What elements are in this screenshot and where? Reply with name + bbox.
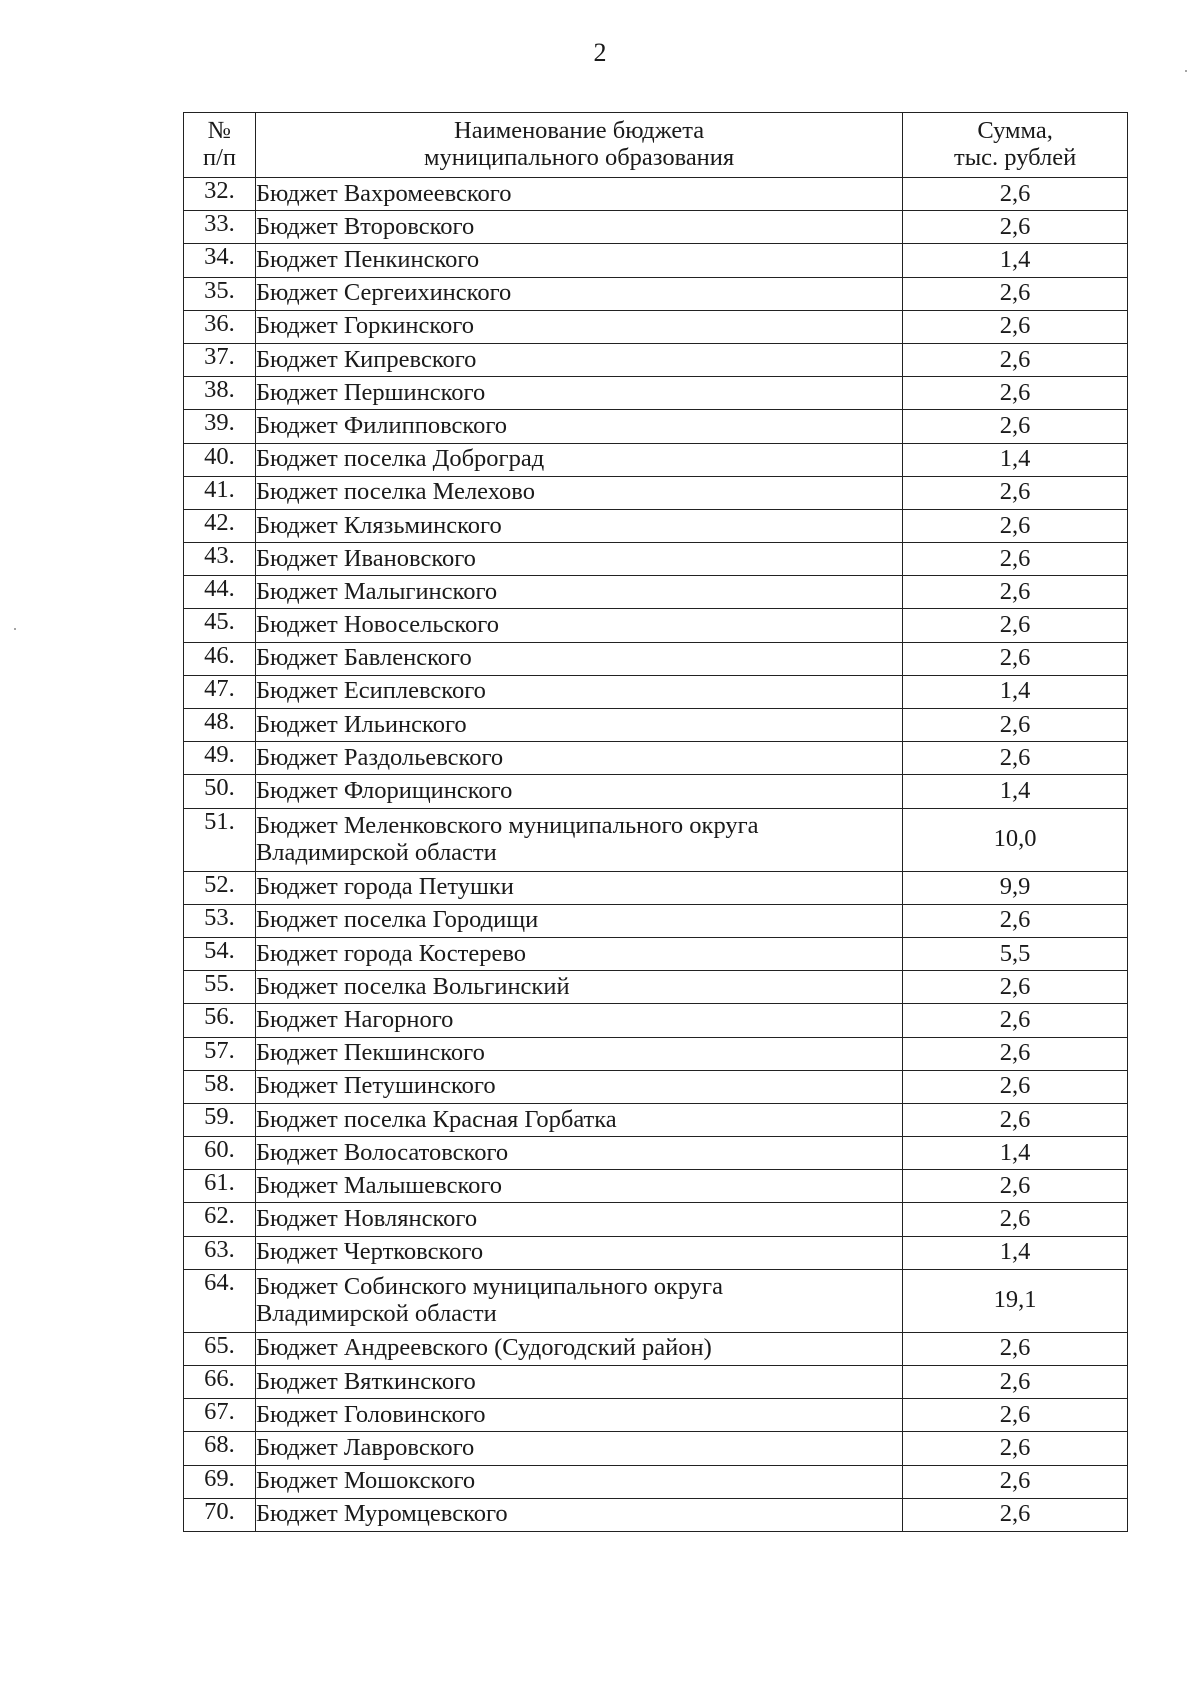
table-row xyxy=(184,310,1128,343)
budget-name: Бюджет поселка Красная Горбатка xyxy=(255,1103,902,1136)
row-number: 40. xyxy=(184,443,256,476)
budget-name: Бюджет Нагорного xyxy=(255,1004,902,1037)
budget-name: Бюджет Новосельского xyxy=(255,609,902,642)
row-number: 47. xyxy=(184,675,256,708)
row-number: 52. xyxy=(184,871,256,904)
budget-name: Бюджет Петушинского xyxy=(255,1070,902,1103)
row-number: 58. xyxy=(184,1070,256,1103)
budget-name: Бюджет Флорищинского xyxy=(255,775,902,808)
budget-sum: 9,9 xyxy=(903,871,1128,904)
row-number: 34. xyxy=(184,244,256,277)
budget-sum: 2,6 xyxy=(903,1332,1128,1365)
row-number: 38. xyxy=(184,377,256,410)
row-number: 39. xyxy=(184,410,256,443)
row-number: 44. xyxy=(184,576,256,609)
row-number: 32. xyxy=(184,178,256,211)
budget-name: Бюджет Филипповского xyxy=(255,410,902,443)
budget-name: Бюджет Малыгинского xyxy=(255,576,902,609)
row-number: 59. xyxy=(184,1103,256,1136)
budget-name: Бюджет Волосатовского xyxy=(255,1137,902,1170)
budget-sum: 1,4 xyxy=(903,244,1128,277)
table-row xyxy=(184,742,1128,775)
budget-sum: 2,6 xyxy=(903,277,1128,310)
budget-sum: 2,6 xyxy=(903,742,1128,775)
row-number: 46. xyxy=(184,642,256,675)
row-number: 49. xyxy=(184,742,256,775)
table-row xyxy=(184,1465,1128,1498)
budget-name: Бюджет Муромцевского xyxy=(255,1498,902,1531)
row-number: 66. xyxy=(184,1366,256,1399)
table-row xyxy=(184,709,1128,742)
budget-sum: 2,6 xyxy=(903,1004,1128,1037)
table-row xyxy=(184,775,1128,808)
scan-speck xyxy=(14,628,16,630)
table-row xyxy=(184,1004,1128,1037)
table-row xyxy=(184,476,1128,509)
table-row xyxy=(184,178,1128,211)
budget-sum: 2,6 xyxy=(903,1465,1128,1498)
table-row xyxy=(184,1203,1128,1236)
budget-sum: 2,6 xyxy=(903,904,1128,937)
row-number: 63. xyxy=(184,1236,256,1269)
header-number-line: № xyxy=(207,117,232,145)
budget-name: Бюджет Чертковского xyxy=(255,1236,902,1269)
row-number: 56. xyxy=(184,1004,256,1037)
table-row xyxy=(184,443,1128,476)
budget-name: Бюджет Головинского xyxy=(255,1399,902,1432)
page-number: 2 xyxy=(593,38,607,67)
budget-sum: 5,5 xyxy=(903,937,1128,970)
budget-sum: 1,4 xyxy=(903,1137,1128,1170)
budget-name: Бюджет Андреевского (Судогодский район) xyxy=(255,1332,902,1365)
header-name-line: Наименование бюджета xyxy=(454,117,705,145)
table-row xyxy=(184,543,1128,576)
row-number: 54. xyxy=(184,937,256,970)
row-number: 69. xyxy=(184,1465,256,1498)
budget-sum: 2,6 xyxy=(903,1432,1128,1465)
table-row xyxy=(184,343,1128,376)
row-number: 51. xyxy=(184,808,256,871)
table-row xyxy=(184,642,1128,675)
row-number: 33. xyxy=(184,211,256,244)
table-row xyxy=(184,1332,1128,1365)
budget-sum: 2,6 xyxy=(903,178,1128,211)
row-number: 60. xyxy=(184,1137,256,1170)
budget-name: Бюджет поселка Доброград xyxy=(255,443,902,476)
header-number-line: п/п xyxy=(202,144,236,171)
budget-name: Бюджет Раздольевского xyxy=(255,742,902,775)
table-row xyxy=(184,808,1128,871)
table-row xyxy=(184,1269,1128,1332)
table-row xyxy=(184,1070,1128,1103)
budget-name-line: Владимирской области xyxy=(255,838,497,866)
row-number: 64. xyxy=(184,1269,256,1332)
header-name xyxy=(255,113,902,178)
budget-sum: 2,6 xyxy=(903,476,1128,509)
row-number: 50. xyxy=(184,775,256,808)
budget-sum: 1,4 xyxy=(903,675,1128,708)
row-number: 43. xyxy=(184,543,256,576)
budget-name: Бюджет поселка Городищи xyxy=(255,904,902,937)
budget-sum: 2,6 xyxy=(903,1070,1128,1103)
budget-name: Бюджет Кипревского xyxy=(255,343,902,376)
scan-speck xyxy=(1185,70,1187,72)
budget-sum: 2,6 xyxy=(903,509,1128,542)
table-row xyxy=(184,937,1128,970)
budget-name: Бюджет Ивановского xyxy=(255,543,902,576)
budget-name-line: Бюджет Собинского муниципального округа xyxy=(255,1272,723,1300)
table-row xyxy=(184,509,1128,542)
budget-name: Бюджет Пенкинского xyxy=(255,244,902,277)
row-number: 45. xyxy=(184,609,256,642)
table-row xyxy=(184,377,1128,410)
header-sum xyxy=(903,113,1128,178)
budget-name: Бюджет Сергеихинского xyxy=(255,277,902,310)
table-row xyxy=(184,1236,1128,1269)
header-number xyxy=(184,113,256,178)
row-number: 70. xyxy=(184,1498,256,1531)
table-row xyxy=(184,410,1128,443)
table-row xyxy=(184,211,1128,244)
budget-sum: 2,6 xyxy=(903,971,1128,1004)
budget-sum: 2,6 xyxy=(903,1498,1128,1531)
budget-sum: 2,6 xyxy=(903,211,1128,244)
budget-name: Бюджет поселка Вольгинский xyxy=(255,971,902,1004)
budget-name: Бюджет Ильинского xyxy=(255,709,902,742)
row-number: 53. xyxy=(184,904,256,937)
row-number: 68. xyxy=(184,1432,256,1465)
budget-name: Бюджет Новлянского xyxy=(255,1203,902,1236)
row-number: 36. xyxy=(184,310,256,343)
budget-sum: 1,4 xyxy=(903,443,1128,476)
budget-name: Бюджет Вахромеевского xyxy=(255,178,902,211)
budget-sum: 1,4 xyxy=(903,1236,1128,1269)
budget-name: Бюджет Малышевского xyxy=(255,1170,902,1203)
budget-name-line: Бюджет Меленковского муниципального округа xyxy=(255,811,759,839)
budget-sum: 2,6 xyxy=(903,543,1128,576)
budget-sum: 1,4 xyxy=(903,775,1128,808)
budget-sum: 2,6 xyxy=(903,377,1128,410)
budget-table xyxy=(183,112,1128,1532)
budget-name xyxy=(255,808,902,871)
row-number: 37. xyxy=(184,343,256,376)
table-row xyxy=(184,675,1128,708)
budget-sum: 10,0 xyxy=(903,808,1128,871)
budget-sum: 2,6 xyxy=(903,343,1128,376)
table-row xyxy=(184,871,1128,904)
budget-sum: 2,6 xyxy=(903,410,1128,443)
row-number: 35. xyxy=(184,277,256,310)
row-number: 67. xyxy=(184,1399,256,1432)
row-number: 41. xyxy=(184,476,256,509)
budget-name: Бюджет Лавровского xyxy=(255,1432,902,1465)
budget-name: Бюджет Мошокского xyxy=(255,1465,902,1498)
budget-name: Бюджет Першинского xyxy=(255,377,902,410)
row-number: 62. xyxy=(184,1203,256,1236)
budget-sum: 2,6 xyxy=(903,576,1128,609)
budget-name: Бюджет Вяткинского xyxy=(255,1366,902,1399)
budget-name: Бюджет Горкинского xyxy=(255,310,902,343)
table-row xyxy=(184,971,1128,1004)
table-header xyxy=(184,113,1128,178)
table-row xyxy=(184,576,1128,609)
budget-sum: 2,6 xyxy=(903,1170,1128,1203)
row-number: 55. xyxy=(184,971,256,1004)
budget-name: Бюджет Второвского xyxy=(255,211,902,244)
table-row xyxy=(184,1037,1128,1070)
table-row xyxy=(184,1137,1128,1170)
table-row xyxy=(184,609,1128,642)
table-row xyxy=(184,1170,1128,1203)
table-row xyxy=(184,1399,1128,1432)
table-row xyxy=(184,244,1128,277)
budget-name: Бюджет Есиплевского xyxy=(255,675,902,708)
row-number: 48. xyxy=(184,709,256,742)
header-name-line: муниципального образования xyxy=(423,144,735,171)
budget-name: Бюджет города Петушки xyxy=(255,871,902,904)
budget-sum: 2,6 xyxy=(903,310,1128,343)
table-row xyxy=(184,1432,1128,1465)
row-number: 42. xyxy=(184,509,256,542)
budget-sum: 2,6 xyxy=(903,642,1128,675)
budget-name: Бюджет Клязьминского xyxy=(255,509,902,542)
header-sum-line: тыс. рублей xyxy=(954,144,1077,171)
budget-name: Бюджет поселка Мелехово xyxy=(255,476,902,509)
row-number: 57. xyxy=(184,1037,256,1070)
header-sum-line: Сумма, xyxy=(977,117,1053,145)
table-row xyxy=(184,1366,1128,1399)
budget-sum: 2,6 xyxy=(903,609,1128,642)
budget-sum: 2,6 xyxy=(903,1399,1128,1432)
budget-sum: 2,6 xyxy=(903,1037,1128,1070)
budget-sum: 2,6 xyxy=(903,1103,1128,1136)
budget-sum: 2,6 xyxy=(903,1203,1128,1236)
budget-sum: 19,1 xyxy=(903,1269,1128,1332)
table-row xyxy=(184,1498,1128,1531)
budget-name xyxy=(255,1269,902,1332)
budget-name: Бюджет города Костерево xyxy=(255,937,902,970)
table-row xyxy=(184,904,1128,937)
table-body xyxy=(184,178,1128,1532)
row-number: 65. xyxy=(184,1332,256,1365)
table-row xyxy=(184,277,1128,310)
budget-name: Бюджет Пекшинского xyxy=(255,1037,902,1070)
budget-name-line: Владимирской области xyxy=(255,1299,497,1327)
budget-sum: 2,6 xyxy=(903,1366,1128,1399)
table-row xyxy=(184,1103,1128,1136)
row-number: 61. xyxy=(184,1170,256,1203)
budget-name: Бюджет Бавленского xyxy=(255,642,902,675)
budget-sum: 2,6 xyxy=(903,709,1128,742)
